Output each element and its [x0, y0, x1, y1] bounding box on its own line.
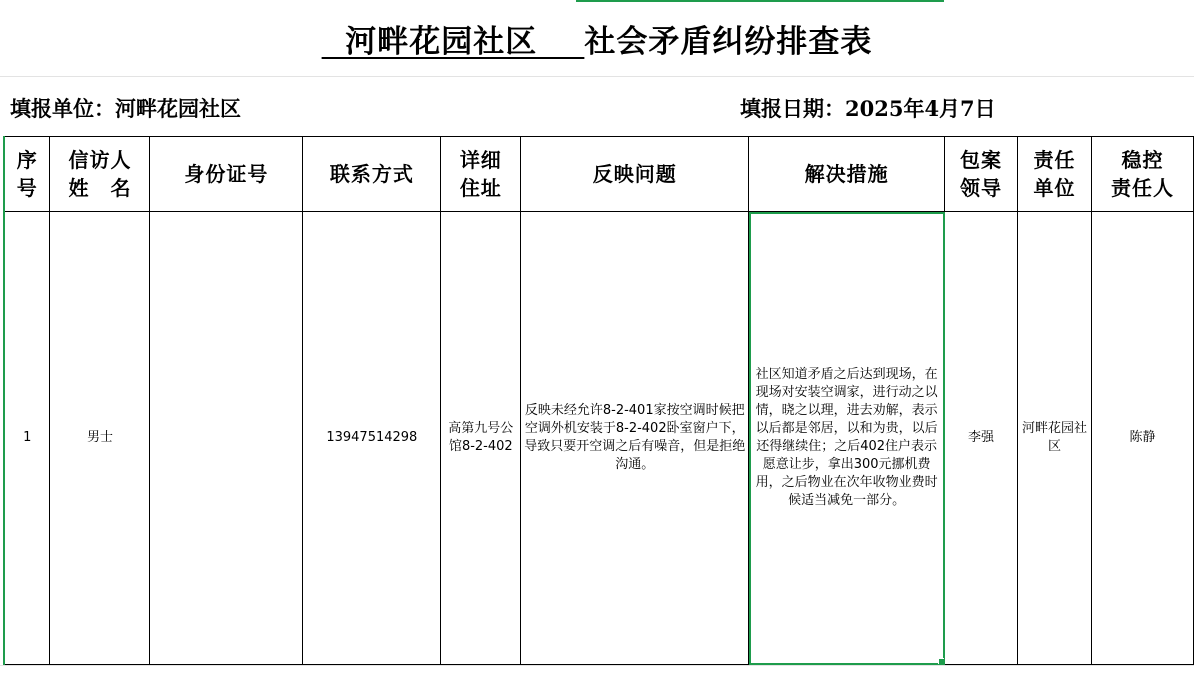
header-id-number[interactable] [150, 137, 303, 212]
title-community: 河畔花园社区 [321, 23, 585, 60]
cell-petitioner-name[interactable]: 男士 [50, 212, 150, 665]
next-row-strip[interactable] [0, 665, 1194, 679]
header-label: 包案 [960, 148, 1003, 172]
header-label: 身份证号 [184, 162, 269, 186]
info-row[interactable] [0, 77, 1194, 135]
header-responsible-unit[interactable] [1018, 137, 1092, 212]
header-contact[interactable] [303, 137, 441, 212]
cell-address[interactable]: 高第九号公馆8-2-402 [441, 212, 521, 665]
header-label: 住址 [459, 176, 502, 200]
cell-issue[interactable]: 反映未经允许8-2-401家按空调时候把空调外机安装于8-2-402卧室窗户下，导致只要开空调之后有噪音，但是拒绝沟通。 [521, 212, 749, 665]
title-row[interactable] [0, 0, 1194, 77]
header-label: 序 [16, 148, 38, 172]
header-label: 姓 名 [68, 176, 132, 200]
reporting-date: 填报日期：2025年4月7日 [740, 96, 996, 121]
header-label: 责任人 [1111, 176, 1174, 200]
cell-leader[interactable]: 李强 [945, 212, 1018, 665]
header-label: 单位 [1033, 176, 1076, 200]
header-petitioner-name[interactable] [50, 137, 150, 212]
header-label: 稳控 [1121, 148, 1164, 172]
header-responsible-person[interactable] [1092, 137, 1194, 212]
header-no[interactable] [4, 137, 50, 212]
header-label: 详细 [459, 148, 502, 172]
sheet-title [322, 16, 873, 61]
table-row [4, 212, 1194, 665]
cell-responsible-unit[interactable]: 河畔花园社区 [1018, 212, 1092, 665]
header-solution[interactable] [749, 137, 945, 212]
dispute-table [3, 136, 1194, 665]
header-label: 领导 [960, 176, 1003, 200]
cell-id-number[interactable] [150, 212, 303, 665]
title-subject: 社会矛盾纠纷排查表 [584, 23, 873, 60]
cell-responsible-person[interactable]: 陈静 [1092, 212, 1194, 665]
header-address[interactable] [441, 137, 521, 212]
cell-no[interactable]: 1 [4, 212, 50, 665]
header-label: 责任 [1033, 148, 1076, 172]
header-label: 信访人 [68, 148, 132, 172]
reporting-unit: 填报单位：河畔花园社区 [10, 96, 241, 121]
header-label: 联系方式 [329, 162, 414, 186]
header-label: 号 [16, 176, 38, 200]
header-leader[interactable] [945, 137, 1018, 212]
cell-phone[interactable]: 13947514298 [303, 212, 441, 665]
header-issue[interactable] [521, 137, 749, 212]
header-label: 解决措施 [804, 162, 889, 186]
header-label: 反映问题 [592, 162, 677, 186]
header-row [4, 137, 1194, 212]
cell-solution[interactable]: 社区知道矛盾之后达到现场，在现场对安装空调家，进行动之以情，晓之以理，进去劝解，表示以后都是邻居，以和为贵，以后还得继续住；之后402住户表示愿意让步，拿出300元挪机费用，之后物业在次年收物业费时候适当减免一部分。 [749, 212, 945, 665]
